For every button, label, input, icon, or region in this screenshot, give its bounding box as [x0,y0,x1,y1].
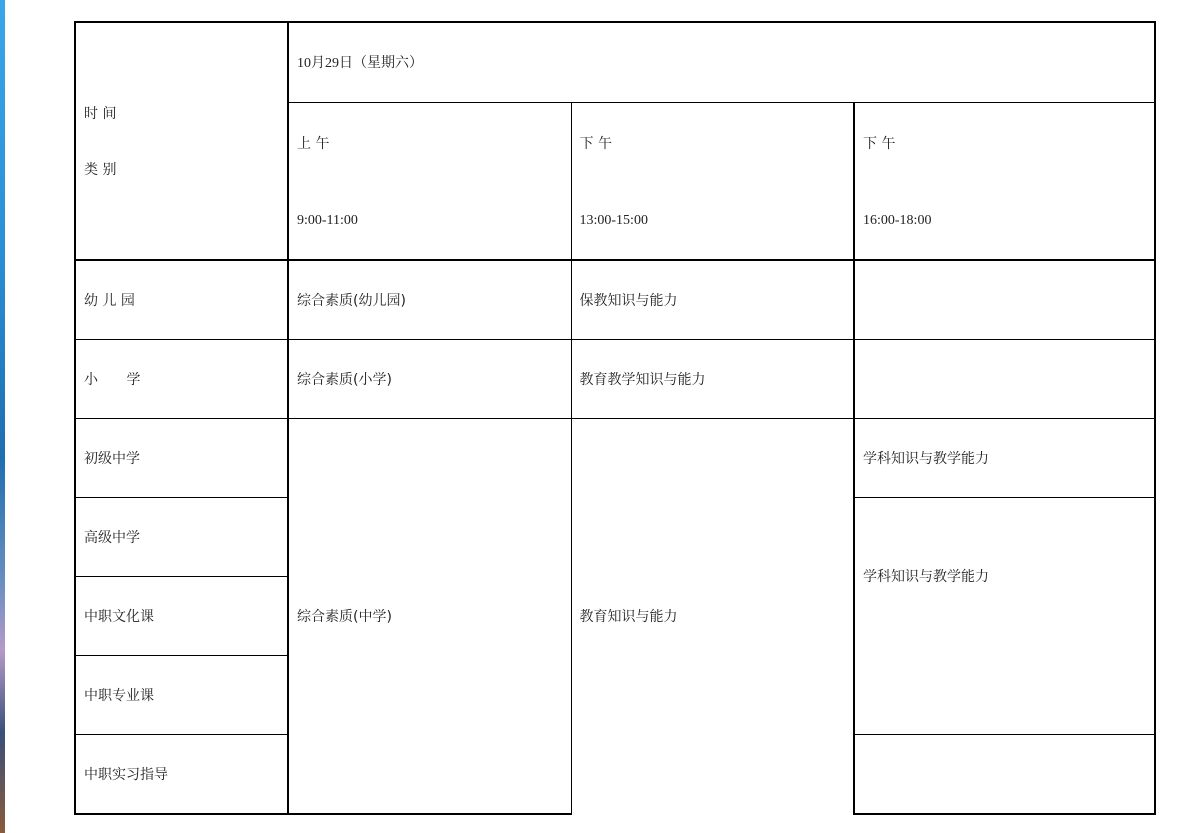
row-primary-afternoon1: 教育教学知识与能力 [571,339,854,418]
row-primary-category-label: 小 学 [84,371,153,388]
header-time-label: 时 间 [84,106,117,122]
row-primary-afternoon2 [854,339,1155,418]
row-kindergarten-category: 幼 儿 园 [75,260,288,339]
session-afternoon1-time: 13:00-15:00 [579,212,648,228]
header-session-afternoon1 [571,102,854,260]
row-vocational-professional-category: 中职专业课 [75,655,288,734]
exam-schedule-table [74,21,1156,815]
session-afternoon1-label: 下 午 [579,135,612,152]
header-session-morning [288,102,571,260]
merged-secondary-afternoon1: 教育知识与能力 [571,418,854,814]
merged-secondary-morning: 综合素质(中学) [288,418,571,814]
row-vocational-internship-afternoon2 [854,734,1155,814]
background-edge-strip [0,0,5,833]
row-vocational-culture-category: 中职文化课 [75,576,288,655]
row-kindergarten-afternoon1: 保教知识与能力 [571,260,854,339]
row-junior-high-category: 初级中学 [75,418,288,497]
row-kindergarten-afternoon2 [854,260,1155,339]
row-vocational-internship-category: 中职实习指导 [75,734,288,814]
session-morning-label: 上 午 [297,135,330,152]
row-junior-high-afternoon2: 学科知识与教学能力 [854,418,1155,497]
header-type-label: 类 别 [84,162,117,178]
row-primary-category [75,339,288,418]
row-senior-high-category: 高级中学 [75,497,288,576]
session-afternoon2-time: 16:00-18:00 [863,212,932,228]
header-date-cell [288,22,1155,102]
row-primary-morning: 综合素质(小学) [288,339,571,418]
session-morning-time: 9:00-11:00 [297,212,358,228]
row-kindergarten-morning: 综合素质(幼儿园) [288,260,571,339]
session-afternoon2-label: 下 午 [863,135,896,152]
header-session-afternoon2 [854,102,1155,260]
row-senior-high-afternoon2: 学科知识与教学能力 [854,497,1155,734]
header-category-cell [75,22,288,260]
header-date-label: 10月29日（星期六） [297,56,423,72]
